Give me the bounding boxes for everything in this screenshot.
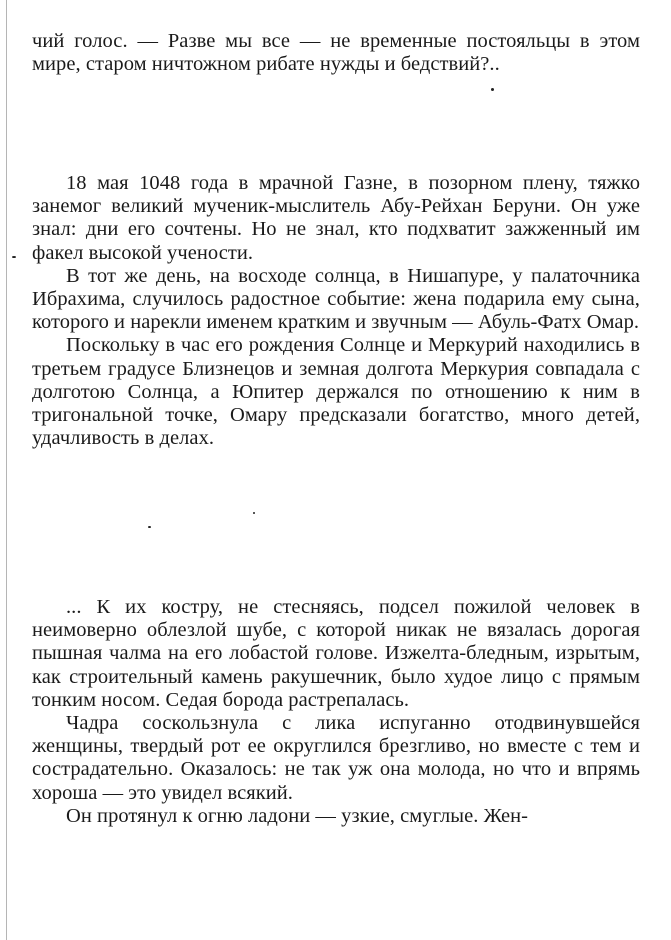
text-section-birth <box>32 172 640 450</box>
print-speck <box>491 88 494 91</box>
text-section-opening <box>32 30 640 76</box>
paragraph: 18 мая 1048 года в мрачной Газне, в позорном плену, тяжко занемог великий мученик-мыслитель Абу-Рейхан Беруни. Он уже знал: дни его сочтены. Но не знал, кто подхватит зажженный им факел высокой учености. <box>32 172 640 264</box>
print-speck <box>253 512 255 514</box>
paragraph: В тот же день, на восходе солнца, в Нишапуре, у палаточника Ибрахима, случилось радостное событие: жена подарила ему сына, которого и нарекли именем кратким и звучным — Абуль-Фатх Омар. <box>32 264 640 334</box>
text-section-campfire <box>32 596 640 828</box>
paragraph: Он протянул к огню ладони — узкие, смуглые. Жен- <box>66 804 529 827</box>
paragraph: Поскольку в час его рождения Солнце и Меркурий находились в третьем градусе Близнецов и земная долгота Меркурия совпадала с долготою Солнца, а Юпитер держался по отношению к ним в тригональной точке, Омару предсказали богатство, много детей, удачливость в делах. <box>32 334 640 450</box>
print-speck <box>12 256 16 258</box>
print-speck <box>148 526 151 528</box>
paragraph: ... К их костру, не стесняясь, подсел пожилой человек в неимоверно облезлой шубе, с которой никак не вязалась дорогая пышная чалма на его лобастой голове. Изжелта-бледным, изрытым, как строительный камень ракушечник, было худое лицо с прямым тонким носом. Седая борода растрепалась. <box>32 596 640 711</box>
paragraph: чий голос. — Разве мы все — не временные постояльцы в этом мире, старом ничтожном рибате нужды и бедствий?.. <box>32 30 640 76</box>
paragraph: Чадра соскользнула с лика испуганно отодвинувшейся женщины, твердый рот ее округлился брезгливо, но вместе с тем и сострадательно. Оказалось: не так уж она молода, но что и впрямь хороша — это увидел всякий. <box>32 712 640 804</box>
